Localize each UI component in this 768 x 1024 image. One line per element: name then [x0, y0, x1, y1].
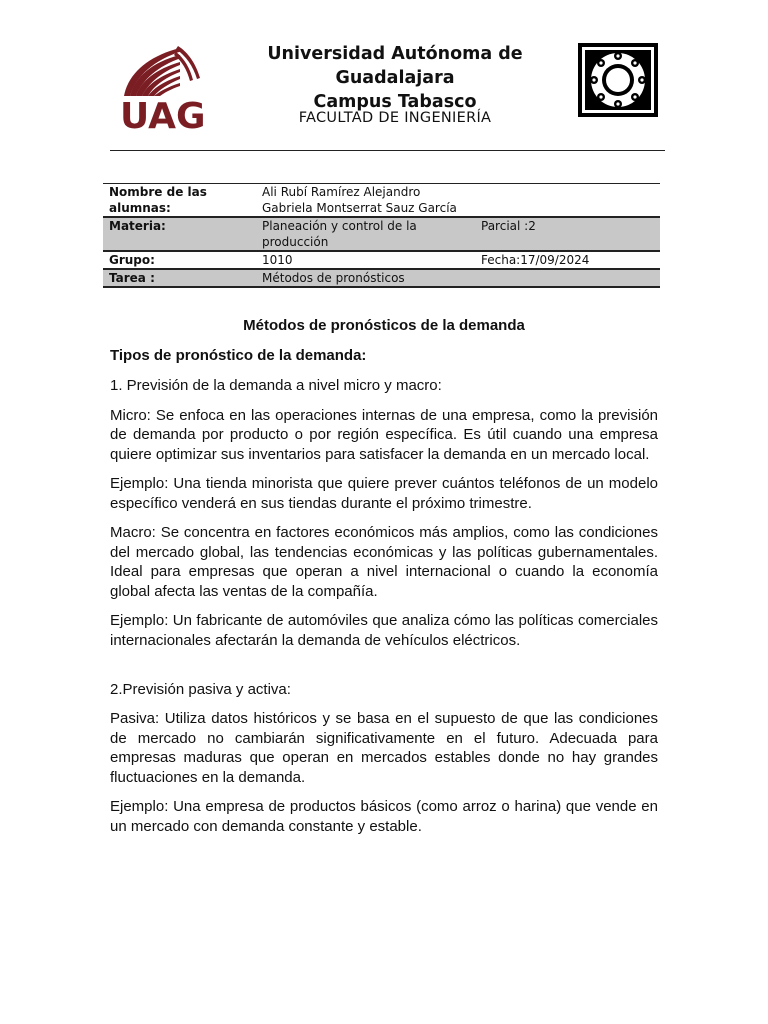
- info-table: [103, 183, 660, 288]
- table-row: [103, 217, 660, 251]
- value-date: Fecha:17/09/2024: [481, 253, 590, 267]
- faculty-seal-logo: [578, 43, 658, 117]
- document-title: Métodos de pronósticos de la demanda: [243, 317, 525, 334]
- label-group: Grupo:: [109, 253, 155, 267]
- value-names: Ali Rubí Ramírez Alejandro Gabriela Montserrat Sauz García: [262, 185, 457, 215]
- header-divider: [110, 150, 665, 151]
- university-name: Universidad Autónoma de Guadalajara: [267, 44, 523, 88]
- table-row: [103, 269, 660, 287]
- value-group: 1010: [262, 253, 293, 267]
- value-partial: Parcial :2: [481, 219, 536, 233]
- paragraph-4: Macro: Se concentra en factores económicos más amplios, como las condiciones del mercado global, las tendencias económicas y las políticas gubernamentales. Ideal para empresas que operan a nivel internacional o cuando la economía global afecta las ventas de la compañía.: [110, 524, 658, 600]
- paragraph-2: Micro: Se enfoca en las operaciones internas de una empresa, como la previsión de demanda por producto o por región específica. Es útil cuando una empresa quiere optimizar sus inventarios para satisfacer la demanda en un mercado local.: [110, 406, 658, 463]
- paragraph-6: 2.Previsión pasiva y activa:: [110, 680, 291, 698]
- label-task: Tarea :: [109, 271, 155, 285]
- label-names: Nombre de las alumnas:: [109, 185, 207, 215]
- paragraph-5: Ejemplo: Un fabricante de automóviles que analiza cómo las políticas comerciales internacionales afectarán la demanda de vehículos eléctricos.: [110, 612, 658, 649]
- uag-logo: [118, 44, 210, 130]
- campus-name: Campus Tabasco: [313, 92, 477, 112]
- section-heading: Tipos de pronóstico de la demanda:: [110, 347, 367, 364]
- paragraph-1: 1. Previsión de la demanda a nivel micro y macro:: [110, 377, 442, 394]
- document-body: [110, 316, 658, 846]
- uag-logo-text: UAG: [120, 96, 206, 130]
- table-row: [103, 184, 660, 218]
- faculty-name: FACULTAD DE INGENIERÍA: [298, 110, 492, 126]
- university-title: [210, 42, 580, 114]
- paragraph-7: Pasiva: Utiliza datos históricos y se basa en el supuesto de que las condiciones de mercado no cambiarán significativamente en el futuro. Adecuada para empresas maduras que operan en mercados estables donde no hay grandes fluctuaciones en la demanda.: [110, 710, 658, 786]
- blank-line: [110, 660, 658, 680]
- table-row: [103, 251, 660, 269]
- paragraph-8: Ejemplo: Una empresa de productos básicos (como arroz o harina) que vende en un mercado con demanda constante y estable.: [110, 798, 658, 835]
- paragraph-3: Ejemplo: Una tienda minorista que quiere prever cuántos teléfonos de un modelo específico venderá en sus tiendas durante el próximo trimestre.: [110, 475, 658, 512]
- value-empty-2: [475, 269, 660, 287]
- value-subject: Planeación y control de la producción: [262, 219, 417, 249]
- value-task: Métodos de pronósticos: [262, 271, 405, 285]
- value-empty-1: [475, 184, 660, 218]
- label-subject: Materia:: [109, 219, 166, 233]
